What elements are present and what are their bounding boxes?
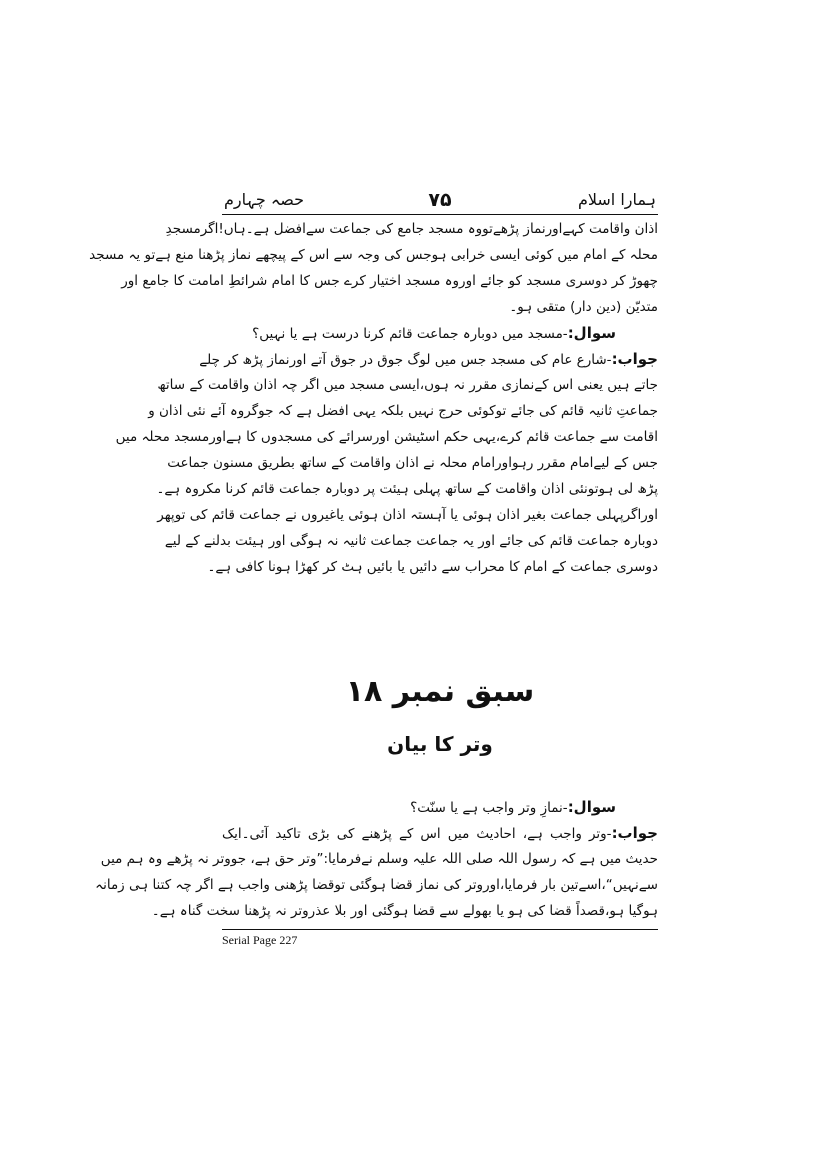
- answer-line: جماعتِ ثانیہ قائم کی جائے توکوئی حرج نہیں بلکہ یہی افضل ہے کہ جوگروہ آئے نئی اذان و: [148, 403, 658, 419]
- answer-line: پڑھ لی ہوتونئی اذان واقامت کے ساتھ پہلی ہیئت پر دوبارہ جماعت قائم کرنا مکروہ ہے۔: [156, 481, 658, 497]
- paragraph-line: محلہ کے امام میں کوئی ایسی خرابی ہوجس کی وجہ سے اس کے پیچھے نماز پڑھنا منع ہےتو یہ مسجد: [89, 247, 658, 263]
- answer-line: دوسری جماعت کے امام کا محراب سے دائیں یا بائیں ہٹ کر کھڑا ہونا کافی ہے۔: [207, 559, 658, 575]
- answer-line: جاتے ہیں یعنی اس کےنمازی مقرر نہ ہوں،ایسی مسجد میں اگر چہ اذان واقامت کے ساتھ: [157, 377, 658, 393]
- answer-line: ہوگیا ہو،قصداً قضا کی ہو یا بھولے سے قضا ہوگئی اور بلا عذروتر نہ پڑھنا سخت گناہ ہے۔: [151, 903, 658, 919]
- paragraph-line: چھوڑ کر دوسری مسجد کو جائے اوروہ مسجد اختیار کرے جس کا امام شرائطِ امامت کا جامع اور: [121, 273, 658, 289]
- answer-line: اوراگرپہلی جماعت بغیر اذان ہوئی یا آہستہ اذان ہوئی یاغیروں نے جماعت قائم کی توپھر: [157, 507, 658, 523]
- question-label: سوال:: [567, 324, 616, 342]
- answer-line: [222, 822, 658, 846]
- answer-line: حدیث میں ہے کہ رسول اللہ صلی اللہ علیہ وسلم نےفرمایا:”وتر حق ہے، جووتر نہ پڑھے وہ ہم میں: [100, 851, 658, 867]
- answer-text: -شارع عام کی مسجد جس میں لوگ جوق در جوق آتے اورنماز پڑھ کر چلے: [199, 352, 612, 368]
- book-part: حصہ چہارم: [224, 190, 304, 209]
- answer-text: -وتر واجب ہے، احادیث میں اس کے پڑھنے کی بڑی تاکید آئی۔ایک: [222, 826, 612, 842]
- answer-label: جواب:: [611, 350, 658, 368]
- question-line: [222, 322, 658, 346]
- question-text: -نمازِ وتر واجب ہے یا سنّت؟: [410, 800, 568, 816]
- serial-page-footer: Serial Page 227: [222, 933, 298, 947]
- answer-line: اقامت سے جماعت قائم کرے،یہی حکم اسٹیشن اورسرائے کی مسجدوں کا ہےاورمسجد محلہ میں: [115, 429, 658, 445]
- page-number: ۷۵: [428, 189, 452, 211]
- answer-line: سےنہیں“،اسےتین بار فرمایا،اوروتر کی نماز قضا ہوگئی توقضا پڑھنی واجب ہے اگر چہ کتنا ہی زمانہ: [95, 877, 658, 893]
- section-title: وتر کا بیان: [387, 732, 493, 756]
- question-label: سوال:: [567, 798, 616, 816]
- page-header: [222, 186, 658, 214]
- answer-line: دوبارہ جماعت قائم کی جائے اور یہ جماعت جماعت ثانیہ نہ ہوگی اور ہیئت بدلنے کے لیے: [164, 533, 658, 549]
- answer-line: [199, 348, 658, 372]
- question-text: -مسجد میں دوبارہ جماعت قائم کرنا درست ہے یا نہیں؟: [252, 326, 568, 342]
- question-line: [222, 796, 658, 820]
- footer-rule: [222, 929, 658, 930]
- paragraph-line: متدیّن (دین دار) متقی ہو۔: [509, 299, 658, 315]
- book-title: ہمارا اسلام: [577, 190, 656, 209]
- answer-label: جواب:: [611, 824, 658, 842]
- header-rule: [222, 214, 658, 215]
- answer-line: جس کے لیےامام مقرر رہواورامام محلہ نے اذان واقامت کے ساتھ بطریق مسنون جماعت: [167, 455, 658, 471]
- lesson-title: سبق نمبر ۱۸: [345, 674, 535, 709]
- paragraph-line: اذان واقامت کہےاورنماز پڑھےتووہ مسجد جامع کی جماعت سےافضل ہے۔ہاں!اگرمسجدِ: [165, 221, 658, 237]
